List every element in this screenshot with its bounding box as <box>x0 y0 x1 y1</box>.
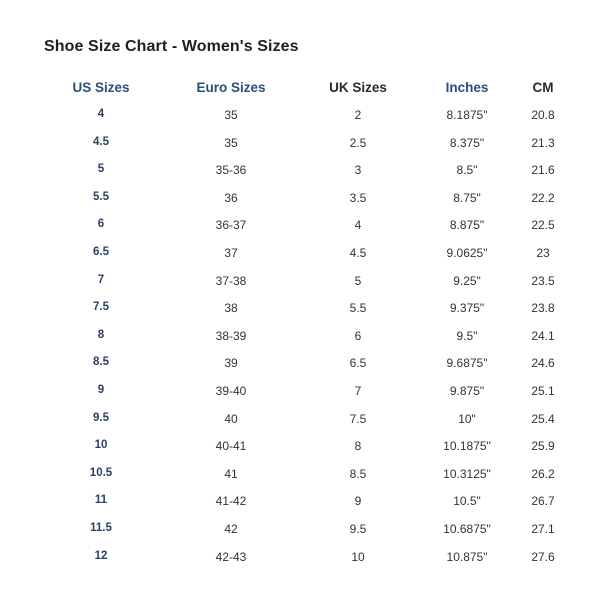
cell-cm: 21.3 <box>531 135 555 150</box>
cell-inches: 8.375" <box>449 135 485 150</box>
cell-cm: 27.1 <box>531 521 555 536</box>
cell-uk-size: 5.5 <box>349 301 367 316</box>
cell-uk-size: 10 <box>351 549 365 564</box>
table-row <box>0 439 612 467</box>
cell-us-size: 5.5 <box>93 190 109 203</box>
cell-euro-size: 37 <box>224 245 238 260</box>
cell-uk-size: 8.5 <box>349 466 367 481</box>
cell-cm: 24.6 <box>531 356 555 371</box>
cell-euro-size: 42-43 <box>215 549 247 564</box>
cell-us-size: 9.5 <box>93 411 109 424</box>
page-title: Shoe Size Chart - Women's Sizes <box>44 38 299 55</box>
cell-cm: 25.9 <box>531 439 555 454</box>
cell-euro-size: 39 <box>224 356 238 371</box>
table-row <box>0 412 612 440</box>
cell-inches: 9.5" <box>456 328 478 343</box>
header-uk-sizes: UK Sizes <box>329 80 387 95</box>
cell-us-size: 4.5 <box>93 135 109 148</box>
cell-us-size: 9 <box>97 383 105 396</box>
cell-inches: 8.1875" <box>446 108 488 122</box>
cell-us-size: 8.5 <box>93 356 109 369</box>
cell-us-size: 10 <box>94 439 108 452</box>
table-row <box>0 218 612 246</box>
cell-euro-size: 36-37 <box>215 218 247 233</box>
header-cm: CM <box>532 80 554 95</box>
cell-euro-size: 40 <box>224 411 238 426</box>
cell-euro-size: 38-39 <box>215 328 247 343</box>
cell-us-size: 12 <box>94 549 108 562</box>
cell-cm: 24.1 <box>531 328 555 343</box>
cell-uk-size: 3 <box>354 163 362 178</box>
cell-uk-size: 4.5 <box>349 245 367 260</box>
cell-us-size: 7 <box>97 273 105 286</box>
cell-inches: 9.0625" <box>446 245 488 260</box>
cell-euro-size: 40-41 <box>215 439 247 454</box>
table-row <box>0 301 612 329</box>
cell-cm: 26.7 <box>531 494 555 509</box>
cell-cm: 22.5 <box>531 218 555 233</box>
table-row <box>0 467 612 495</box>
cell-us-size: 11 <box>94 494 108 507</box>
cell-inches: 8.75" <box>453 190 481 205</box>
table-header <box>0 80 612 98</box>
table-row <box>0 274 612 302</box>
cell-inches: 9.25" <box>453 273 481 288</box>
cell-us-size: 6 <box>97 218 105 231</box>
cell-cm: 25.4 <box>531 411 555 426</box>
cell-inches: 9.6875" <box>446 356 488 371</box>
cell-us-size: 5 <box>97 163 105 176</box>
cell-cm: 27.6 <box>531 549 555 564</box>
cell-uk-size: 3.5 <box>349 190 367 205</box>
cell-euro-size: 35 <box>224 108 238 122</box>
cell-us-size: 7.5 <box>93 301 109 314</box>
table-body <box>0 108 612 577</box>
cell-inches: 9.875" <box>449 383 485 398</box>
cell-uk-size: 5 <box>354 273 362 288</box>
cell-euro-size: 36 <box>224 190 238 205</box>
cell-euro-size: 38 <box>224 301 238 316</box>
cell-euro-size: 39-40 <box>215 383 247 398</box>
cell-inches: 10.3125" <box>443 466 491 481</box>
cell-uk-size: 9 <box>354 494 362 509</box>
cell-uk-size: 8 <box>354 439 362 454</box>
cell-inches: 10" <box>458 411 476 426</box>
table-row <box>0 163 612 191</box>
table-row <box>0 522 612 550</box>
cell-inches: 10.1875" <box>443 439 491 454</box>
cell-uk-size: 7 <box>354 383 362 398</box>
cell-inches: 8.5" <box>456 163 478 178</box>
cell-cm: 23.8 <box>531 301 555 316</box>
cell-uk-size: 2 <box>354 108 362 122</box>
table-row <box>0 384 612 412</box>
cell-inches: 10.6875" <box>443 521 491 536</box>
header-inches: Inches <box>445 80 489 95</box>
cell-cm: 23 <box>536 245 550 260</box>
cell-us-size: 6.5 <box>93 245 109 258</box>
table-row <box>0 550 612 578</box>
table-row <box>0 108 612 136</box>
cell-cm: 26.2 <box>531 466 555 481</box>
cell-cm: 22.2 <box>531 190 555 205</box>
table-row <box>0 356 612 384</box>
cell-inches: 9.375" <box>449 301 485 316</box>
cell-us-size: 11.5 <box>90 521 112 534</box>
cell-euro-size: 37-38 <box>215 273 247 288</box>
cell-us-size: 10.5 <box>89 466 113 479</box>
table-row <box>0 191 612 219</box>
cell-uk-size: 6.5 <box>349 356 367 371</box>
cell-cm: 23.5 <box>531 273 555 288</box>
cell-uk-size: 2.5 <box>349 135 367 150</box>
cell-cm: 21.6 <box>531 163 555 178</box>
cell-cm: 20.8 <box>531 108 555 122</box>
table-row <box>0 494 612 522</box>
header-euro-sizes: Euro Sizes <box>196 80 266 95</box>
table-row <box>0 136 612 164</box>
cell-uk-size: 4 <box>354 218 362 233</box>
header-us-sizes: US Sizes <box>72 80 130 95</box>
cell-euro-size: 35 <box>224 135 238 150</box>
cell-inches: 10.5" <box>453 494 481 509</box>
cell-uk-size: 7.5 <box>349 411 367 426</box>
cell-euro-size: 41 <box>224 466 238 481</box>
cell-uk-size: 9.5 <box>349 521 367 536</box>
cell-euro-size: 41-42 <box>215 494 247 509</box>
cell-uk-size: 6 <box>354 328 362 343</box>
cell-euro-size: 42 <box>224 521 238 536</box>
cell-us-size: 8 <box>97 328 105 341</box>
table-row <box>0 246 612 274</box>
cell-euro-size: 35-36 <box>215 163 247 178</box>
cell-cm: 25.1 <box>531 383 555 398</box>
cell-us-size: 4 <box>97 108 105 120</box>
cell-inches: 10.875" <box>446 549 488 564</box>
table-row <box>0 329 612 357</box>
cell-inches: 8.875" <box>449 218 485 233</box>
